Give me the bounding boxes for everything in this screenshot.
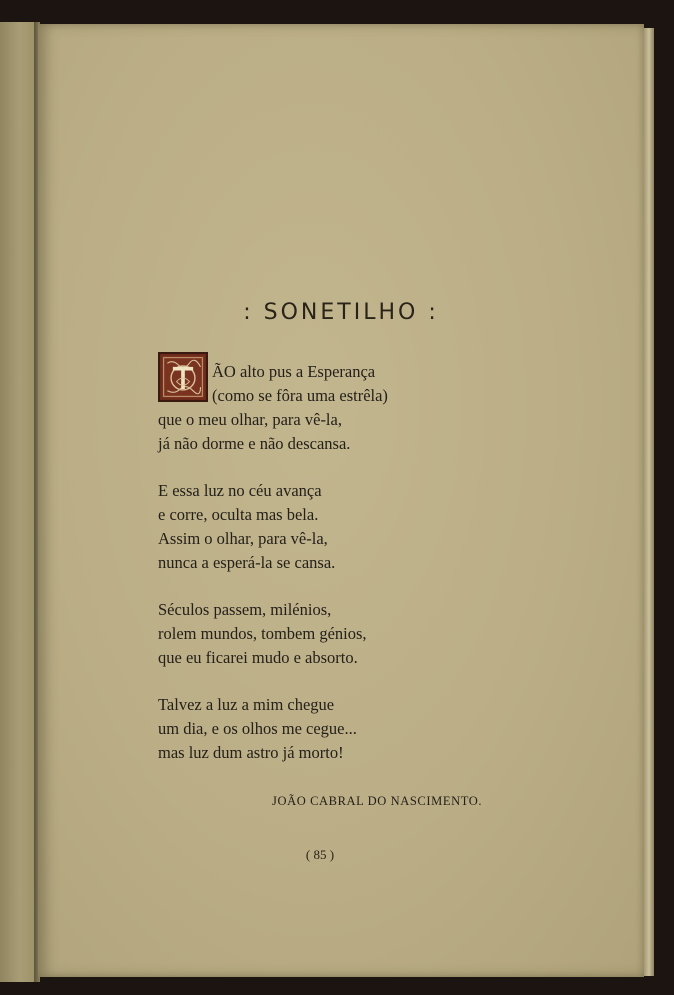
verse-line: E essa luz no céu avança xyxy=(158,481,322,500)
stanza-2 xyxy=(158,479,335,575)
verse-line: que o meu olhar, para vê-la, xyxy=(158,410,342,429)
previous-page-edge xyxy=(0,22,36,982)
poem-title: : SONETILHO : xyxy=(243,300,439,325)
verse-line: mas luz dum astro já morto! xyxy=(158,743,344,762)
verse-line: ÃO alto pus a Esperança xyxy=(212,362,376,381)
page-number: ( 85 ) xyxy=(305,847,335,862)
verse-line: Assim o olhar, para vê-la, xyxy=(158,529,328,548)
verse-line: Talvez a luz a mim chegue xyxy=(158,695,335,714)
stanza-1 xyxy=(158,360,388,456)
stanza-3 xyxy=(158,598,367,670)
verse-line: Séculos passem, milénios, xyxy=(158,600,332,619)
verse-line: nunca a esperá-la se cansa. xyxy=(158,553,336,572)
verse-line: e corre, oculta mas bela. xyxy=(158,505,319,524)
verse-line: rolem mundos, tombem génios, xyxy=(158,624,367,643)
verse-line: (como se fôra uma estrêla) xyxy=(212,386,388,405)
poem-author: JOÃO CABRAL DO NASCIMENTO. xyxy=(272,794,483,808)
stanza-4 xyxy=(158,693,357,765)
next-pages-edge xyxy=(644,28,654,976)
verse-line: que eu ficarei mudo e absorto. xyxy=(158,648,358,667)
verse-line: já não dorme e não descansa. xyxy=(158,434,351,453)
book-page xyxy=(38,24,644,977)
verse-line: um dia, e os olhos me cegue... xyxy=(158,719,357,738)
